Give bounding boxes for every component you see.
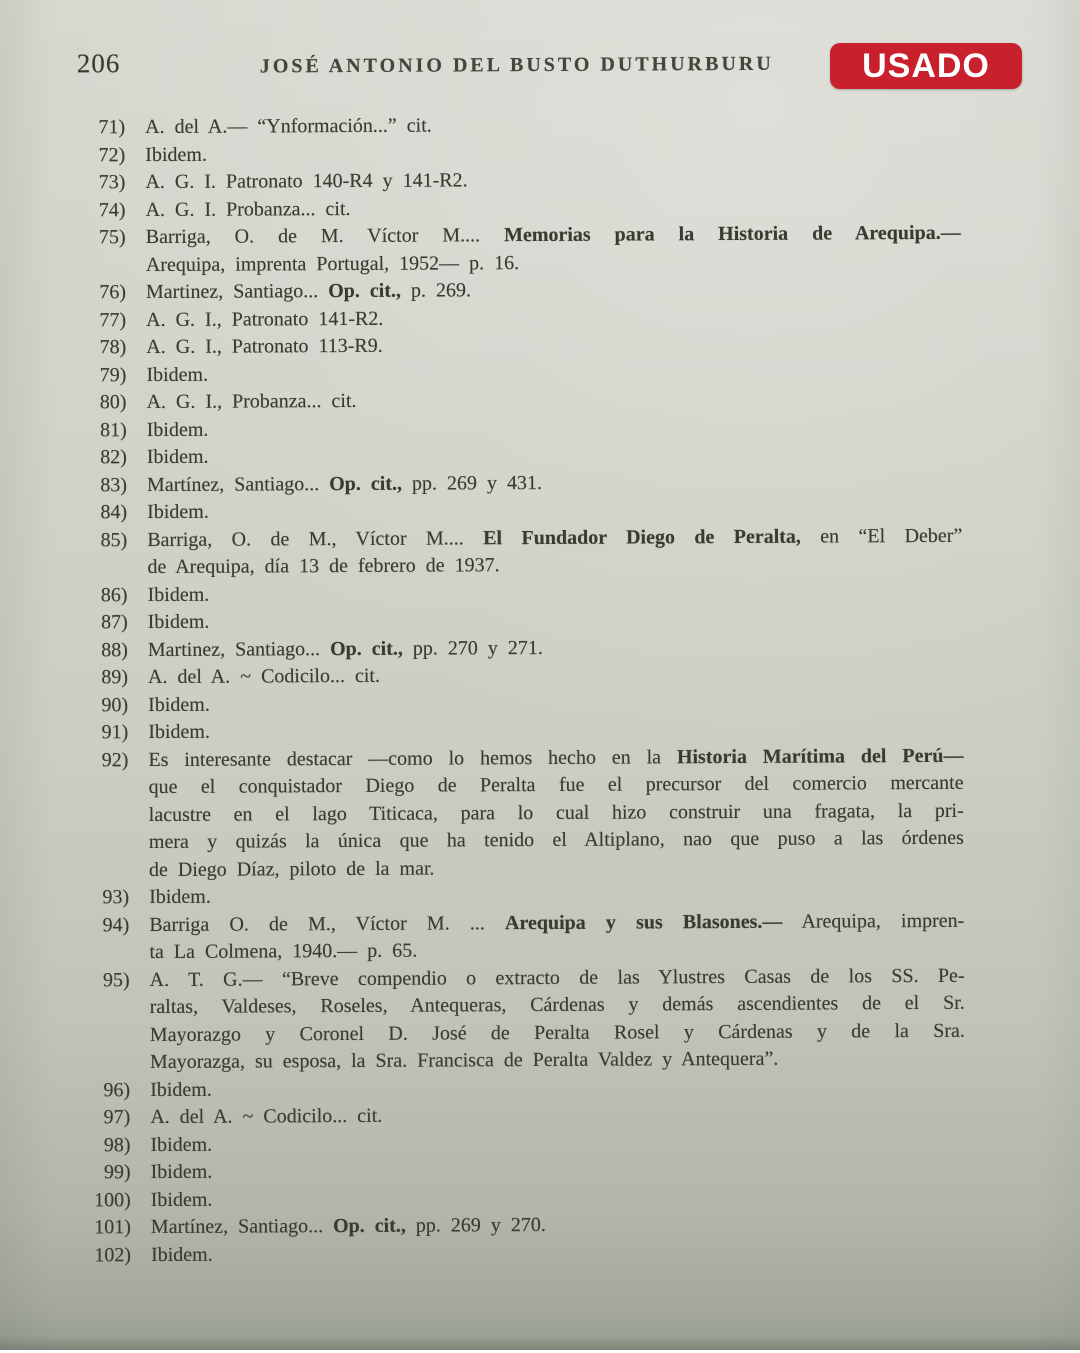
entry-number: 86) [100, 583, 128, 606]
entry-title-segment: Op. cit., [328, 279, 402, 303]
entry-text-segment: Es interesante destacar —como lo hemos hecho en la [148, 745, 677, 771]
entry-number: 97) [103, 1106, 131, 1129]
entry-line [150, 1017, 965, 1049]
entry-text [145, 137, 960, 169]
entry-text-segment: Ibidem. [150, 1160, 213, 1184]
entry-text-segment: en “El Deber” [800, 524, 963, 548]
entry-line [150, 990, 965, 1022]
entry-line [149, 852, 964, 884]
entry-text [145, 165, 960, 197]
entry-number: 94) [102, 913, 130, 936]
entry-number: 98) [103, 1133, 131, 1156]
entry-number: 101) [94, 1216, 131, 1239]
entry-text [149, 907, 964, 966]
reference-entry [62, 962, 966, 1077]
entry-text [150, 1100, 965, 1132]
entry-text [147, 495, 962, 527]
entry-line [146, 330, 961, 362]
page-bottom-shadow [0, 1336, 1080, 1350]
reference-entry [58, 220, 961, 280]
reference-entry [59, 522, 962, 582]
entry-text-segment: Ibidem. [148, 720, 211, 744]
usado-badge: USADO [830, 43, 1022, 89]
entry-line [151, 1237, 966, 1269]
entry-text [150, 1127, 965, 1159]
entry-text-segment: Martínez, Santiago... [150, 1215, 334, 1239]
entry-line [148, 687, 963, 719]
entry-line [149, 770, 964, 802]
entry-text-segment: Martínez, Santiago... [146, 472, 330, 496]
entry-line [151, 1155, 966, 1187]
entry-text [148, 715, 963, 747]
entry-text-segment: A. del A. ~ Codicilo... cit. [150, 1104, 383, 1129]
entry-number: 73) [98, 171, 126, 194]
entry-number: 83) [100, 473, 128, 496]
entry-text-segment: Ibidem. [147, 500, 209, 524]
entry-title-segment: Op. cit., [329, 637, 403, 660]
entry-number: 91) [101, 721, 129, 744]
entry-line [149, 880, 964, 912]
entry-text [145, 110, 960, 142]
entry-text [148, 605, 963, 637]
entry-text-segment: pp. 269 y 431. [401, 471, 543, 495]
entry-title-segment: Op. cit., [329, 472, 403, 495]
reference-entry [61, 907, 964, 967]
entry-number: 75) [98, 226, 126, 249]
entry-text [151, 1210, 966, 1242]
entry-line [150, 1045, 965, 1077]
entry-text [151, 1237, 966, 1269]
entry-text-segment: Barriga, O. de M., Víctor M.... [147, 526, 484, 551]
entry-text [146, 302, 961, 334]
entry-number: 82) [100, 446, 127, 469]
entry-text [151, 1182, 966, 1214]
entry-title-segment: El Fundador Diego de Peralta, [483, 525, 801, 549]
entry-line [146, 220, 961, 252]
entry-number: 80) [99, 391, 127, 414]
entry-title-segment: Historia Marítima del Perú— [676, 744, 964, 768]
entry-text-segment: Ibidem. [145, 143, 207, 166]
entry-text-segment: Ibidem. [146, 445, 209, 469]
entry-text-segment: A. G. I., Patronato 113-R9. [146, 334, 383, 359]
running-header-title: JOSÉ ANTONIO DEL BUSTO DUTHURBURU [259, 52, 774, 78]
entry-text-segment: A. del A.— “Ynformación...” cit. [145, 114, 432, 139]
entry-text [146, 330, 961, 362]
entry-text [149, 880, 964, 912]
entry-number: 79) [99, 363, 127, 386]
reference-entry [60, 742, 964, 884]
entry-text-segment: A. G. I. Patronato 140-R4 y 141-R2. [145, 169, 468, 194]
entry-text-segment: Ibidem. [150, 1243, 213, 1266]
entry-number: 77) [99, 308, 127, 331]
entry-text [145, 192, 960, 224]
entry-text [146, 385, 961, 417]
entry-text [146, 220, 961, 279]
entry-number: 76) [99, 281, 127, 304]
entry-number: 92) [101, 748, 129, 771]
entry-line [146, 302, 961, 334]
entry-number: 78) [99, 336, 127, 359]
entry-text [147, 412, 962, 444]
entry-text-segment: Mayorazga, su esposa, la Sra. Francisca de Peralta Valdez y Antequera”. [149, 1047, 779, 1074]
entry-text [148, 632, 963, 664]
entry-text-segment: Ibidem. [148, 693, 210, 716]
entry-text-segment: Ibidem. [150, 1133, 213, 1156]
entry-line [147, 522, 962, 554]
entry-text-segment: raltas, Valdeses, Roseles, Antequeras, Cárdenas y demás ascendientes de el Sr. [149, 991, 965, 1019]
entry-line [149, 907, 964, 939]
entry-text-segment: que el conquistador Diego de Peralta fue el precursor del comercio mercante [148, 771, 964, 799]
entry-line [147, 467, 962, 499]
reference-entry [63, 1237, 966, 1269]
entry-text-segment: Arequipa, impren- [782, 909, 965, 933]
entry-number: 74) [98, 198, 126, 221]
page-number: 206 [76, 48, 121, 79]
entry-text-segment: lacustre en el lago Titicaca, para lo cual hizo construir una fragata, la pri- [148, 799, 964, 826]
entry-number: 81) [99, 418, 127, 441]
entry-text-segment: Ibidem. [146, 418, 209, 441]
entry-text [147, 467, 962, 499]
reference-list [57, 110, 966, 1270]
entry-line [148, 577, 963, 609]
entry-line [147, 440, 962, 472]
entry-line [150, 1100, 965, 1132]
entry-text [148, 687, 963, 719]
entry-text [148, 660, 963, 692]
entry-text [147, 440, 962, 472]
entry-line [147, 412, 962, 444]
entry-number: 72) [98, 143, 126, 166]
entry-text-segment: Ibidem. [149, 885, 211, 909]
entry-line [148, 660, 963, 692]
entry-text-segment: de Arequipa, día 13 de febrero de 1937. [147, 554, 500, 579]
entry-text-segment: Martinez, Santiago... [147, 637, 331, 661]
entry-number: 85) [100, 528, 128, 551]
entry-text [150, 962, 966, 1076]
entry-line [146, 385, 961, 417]
entry-line [151, 1210, 966, 1242]
entry-text-segment: Ibidem. [147, 583, 210, 606]
entry-text [147, 522, 962, 581]
entry-text-segment: ta La Colmena, 1940.— p. 65. [149, 939, 418, 964]
entry-line [147, 495, 962, 527]
entry-line [146, 275, 961, 307]
entry-line [150, 1127, 965, 1159]
entry-text-segment: Ibidem. [150, 1188, 213, 1211]
entry-line [148, 715, 963, 747]
entry-line [145, 137, 960, 169]
entry-text-segment: mera y quizás la única que ha tenido el Altiplano, nao que puso a las órdenes [148, 826, 964, 854]
entry-line [146, 357, 961, 389]
entry-line [145, 165, 960, 197]
entry-number: 87) [100, 611, 128, 634]
entry-number: 71) [98, 116, 126, 139]
entry-text [146, 275, 961, 307]
entry-text-segment: pp. 269 y 270. [405, 1213, 546, 1237]
entry-text-segment: Barriga O. de M., Víctor M. ... [149, 911, 506, 936]
entry-text-segment: Ibidem. [150, 1078, 212, 1101]
entry-text [150, 1072, 965, 1104]
entry-line [148, 605, 963, 637]
entry-text-segment: Mayorazgo y Coronel D. José de Peralta Rosel y Cárdenas y de la Sra. [149, 1019, 965, 1046]
entry-line [151, 1182, 966, 1214]
entry-text-segment: pp. 270 y 271. [402, 636, 543, 660]
entry-text [148, 742, 964, 884]
entry-text-segment: Barriga, O. de M. Víctor M.... [145, 224, 505, 249]
entry-number: 93) [102, 886, 130, 909]
entry-text-segment: A. G. I., Probanza... cit. [146, 389, 357, 414]
entry-text-segment: A. T. G.— “Breve compendio o extracto de las Ylustres Casas de los SS. Pe- [149, 964, 965, 991]
entry-text-segment: Martinez, Santiago... [145, 280, 329, 304]
entry-line [150, 1072, 965, 1104]
entry-text-segment: Ibidem. [147, 610, 210, 634]
entry-number: 90) [101, 693, 129, 716]
entry-line [145, 110, 960, 142]
entry-text [146, 357, 961, 389]
entry-line [147, 550, 962, 582]
entry-line [150, 962, 965, 994]
entry-text-segment: Ibidem. [146, 363, 209, 386]
entry-text-segment: A. G. I., Patronato 141-R2. [146, 307, 384, 331]
entry-number: 88) [101, 638, 128, 661]
entry-number: 84) [100, 501, 128, 524]
entry-number: 96) [103, 1078, 131, 1101]
entry-text [151, 1155, 966, 1187]
entry-number: 100) [94, 1188, 131, 1211]
entry-line [149, 935, 964, 967]
entry-line [148, 632, 963, 664]
entry-number: 99) [103, 1161, 131, 1184]
entry-title-segment: Memorias para la Historia de Arequipa.— [503, 221, 961, 247]
entry-line [149, 797, 964, 829]
entry-title-segment: Op. cit., [333, 1214, 406, 1238]
entry-text [148, 577, 963, 609]
entry-line [148, 742, 963, 774]
entry-line [149, 825, 964, 857]
entry-text-segment: de Diego Díaz, piloto de la mar. [148, 857, 435, 881]
entry-text-segment: A. del A. ~ Codicilo... cit. [147, 664, 380, 689]
entry-text-segment: A. G. I. Probanza... cit. [145, 197, 351, 221]
entry-number: 95) [102, 968, 130, 991]
entry-line [145, 192, 960, 224]
entry-text-segment: p. 269. [400, 279, 472, 302]
entry-number: 89) [101, 666, 129, 689]
entry-text-segment: Arequipa, imprenta Portugal, 1952— p. 16. [145, 251, 520, 276]
entry-title-segment: Arequipa y sus Blasones.— [504, 910, 783, 934]
entry-number: 102) [94, 1243, 132, 1266]
entry-line [146, 247, 961, 279]
